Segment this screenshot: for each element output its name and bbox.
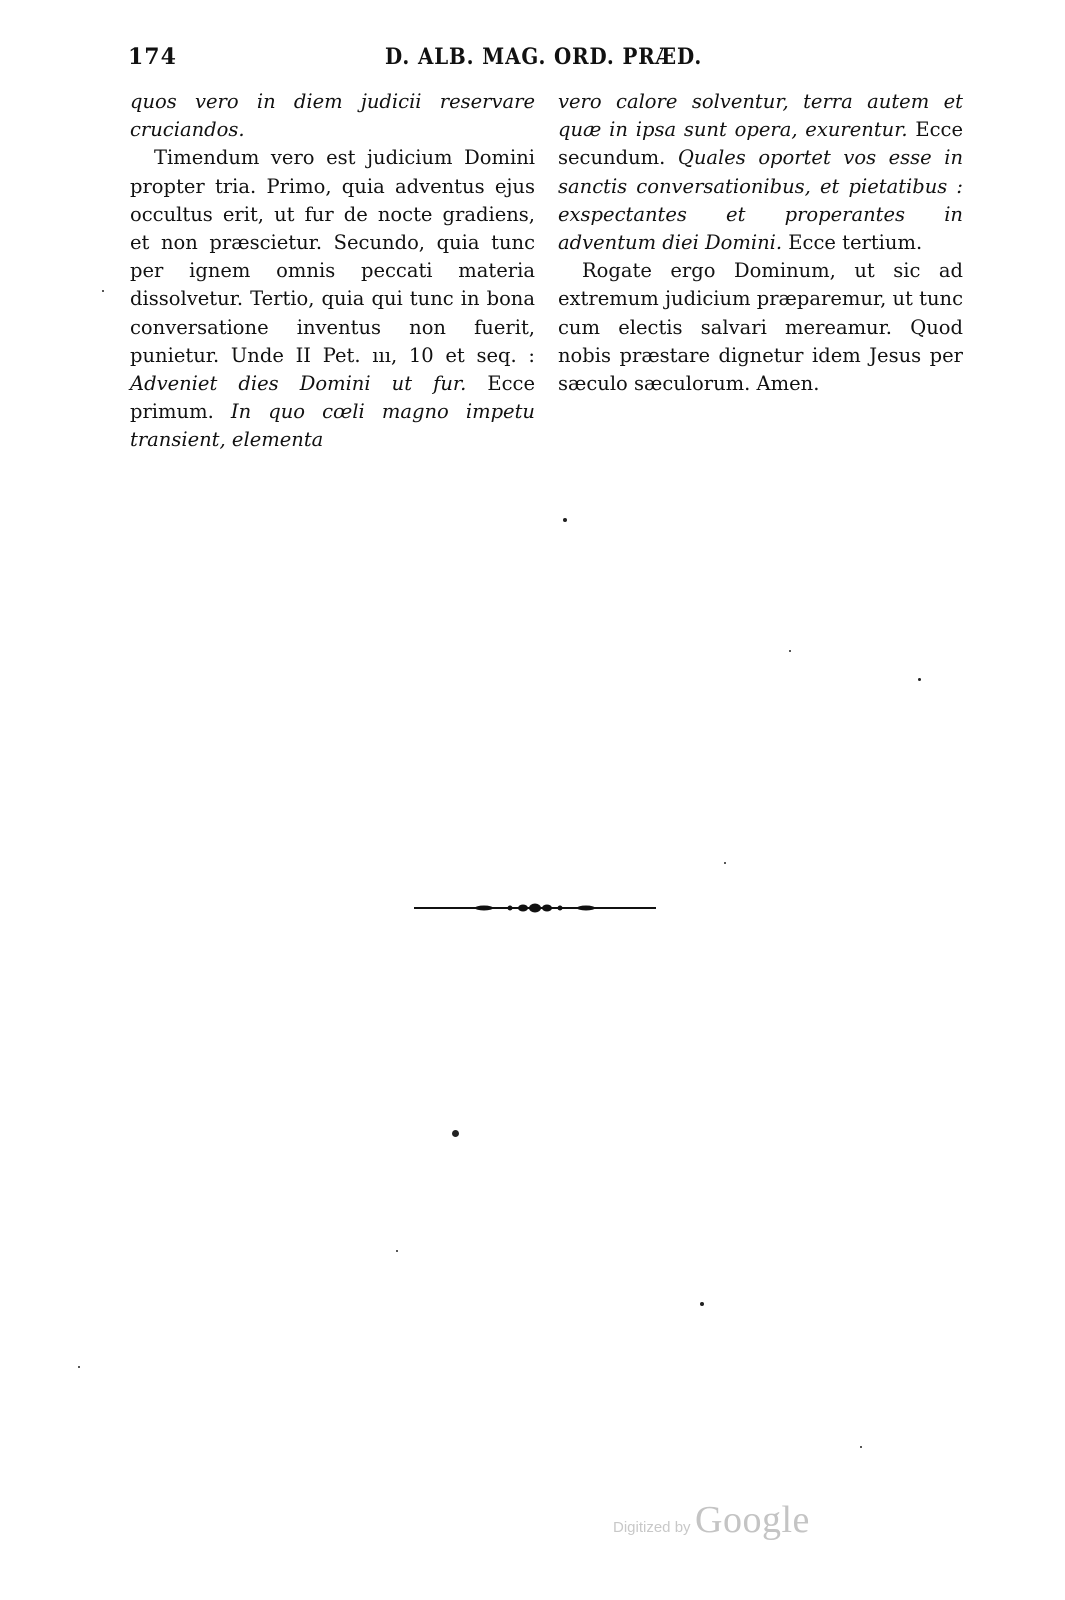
speck [724, 862, 726, 864]
speck [78, 1366, 80, 1368]
speck [860, 1446, 862, 1448]
italic-text: quos vero in diem judicii reservare cruciandos. [130, 90, 535, 142]
left-column [130, 88, 535, 455]
italic-text: Quales oportet vos esse in sanctis conversationibus, et pietatibus : exspectantes et properantes in adventum diei Domini. [558, 146, 964, 255]
speck [789, 650, 791, 652]
text-run: Ecce primum. [130, 372, 535, 424]
text-run: Timendum vero est judicium Domini propter tria. Primo, quia adventus ejus occultus erit, ut fur de nocte gradiens, et non præscietur. Secundo, quia tunc per ignem omnis peccati materia dissolvetur. Tertio, quia qui tunc in bona conversatione inventus non fuerit, punietur. Unde II Pet. ııı, 10 et seq. : [130, 146, 535, 367]
speck [700, 1302, 704, 1306]
page-number: 174 [128, 44, 177, 70]
text-run: Ecce secundum. [558, 118, 963, 170]
google-logo: Google [695, 1499, 810, 1541]
speck [918, 678, 921, 681]
watermark-prefix: Digitized by [613, 1519, 691, 1536]
paragraph [558, 88, 963, 257]
speck [396, 1250, 398, 1252]
speck [452, 1130, 459, 1137]
ornament-divider [414, 900, 656, 916]
paragraph [130, 88, 535, 144]
speck [563, 518, 567, 522]
paragraph [130, 144, 535, 454]
running-head: D. ALB. MAG. ORD. PRÆD. [385, 44, 703, 70]
speck [102, 290, 104, 292]
paragraph [558, 257, 963, 398]
text-run: Ecce tertium. [782, 231, 923, 255]
italic-text: In quo cœli magno impetu transient, elementa [130, 400, 535, 452]
italic-text: vero calore solventur, terra autem et quæ in ipsa sunt opera, exurentur. [558, 90, 963, 142]
text-run: Rogate ergo Dominum, ut sic ad extremum judicium præparemur, ut tunc cum electis salvari mereamur. Quod nobis præstare dignetur idem Jesus per sæculo sæculorum. Amen. [558, 259, 963, 396]
right-column [558, 88, 963, 398]
digitized-by-google-watermark [613, 1498, 810, 1542]
italic-text: Adveniet dies Domini ut fur. [130, 372, 467, 396]
